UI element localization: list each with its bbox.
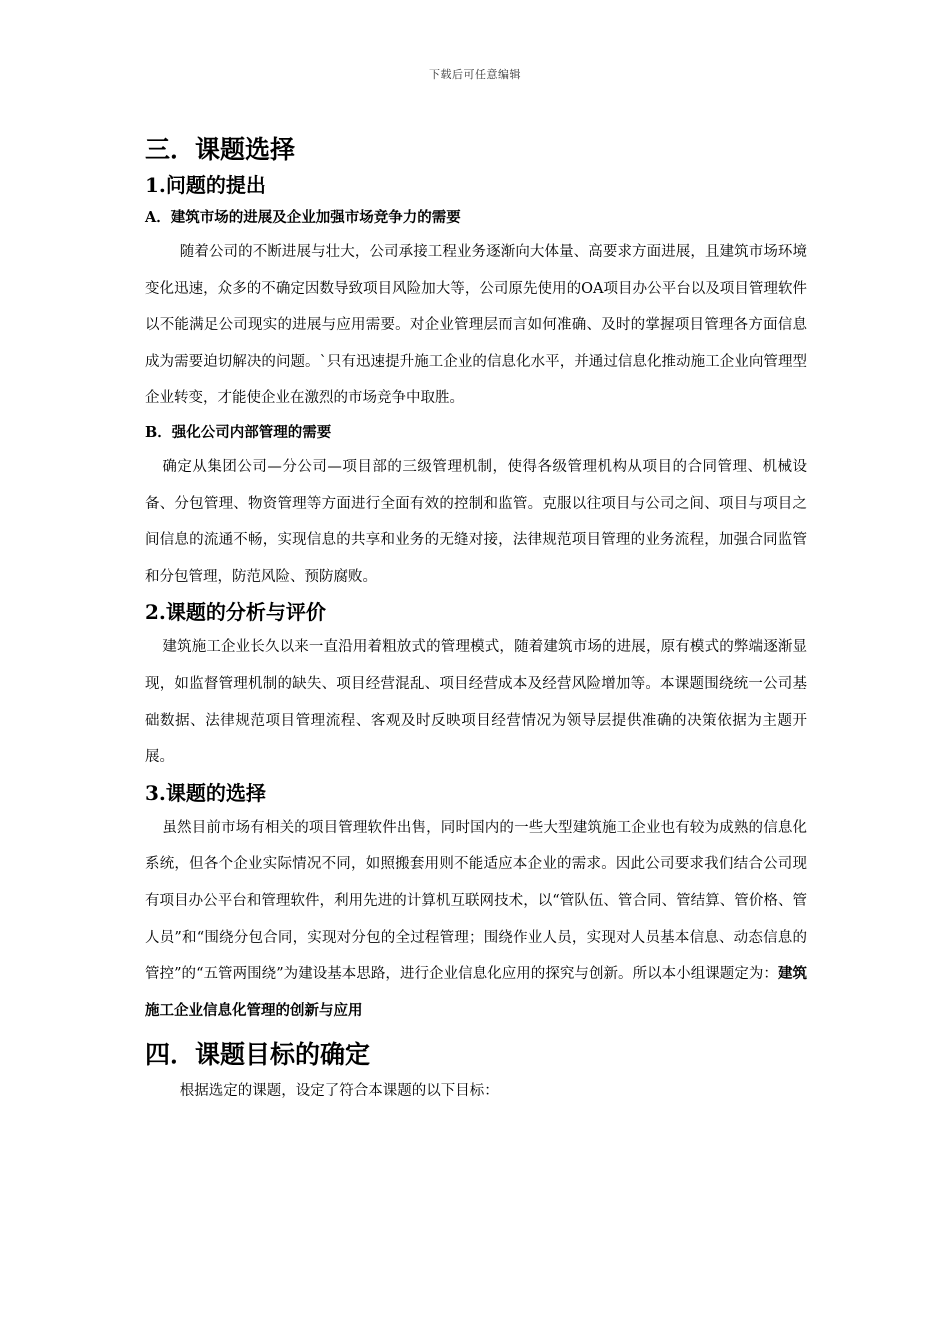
- paragraph-internal-management: 确定从集团公司—分公司—项目部的三级管理机制，使得各级管理机构从项目的合同管理、机械设备、分包管理、物资管理等方面进行全面有效的控制和监管。克服以往项目与公司之间、项目与项目之间信息的流通不畅，实现信息的共享和业务的无缝对接，法律规范项目管理的业务流程，加强合同监管和分包管理，防范风险、预防腐败。: [145, 458, 807, 585]
- selected-topic: 建筑施工企业信息化管理的创新与应用: [145, 965, 807, 1019]
- section-heading-4: 四．课题目标的确定: [145, 1040, 371, 1070]
- paragraph-market-need: 随着公司的不断进展与壮大，公司承接工程业务逐渐向大体量、高要求方面进展，且建筑市场环境变化迅速，众多的不确定因数导致项目风险加大等，公司原先使用的OA项目办公平台以及项目管理软件以不能满足公司现实的进展与应用需要。对企业管理层而言如何准确、及时的掌握项目管理各方面信息成为需要迫切解决的问题。`只有迅速提升施工企业的信息化水平，并通过信息化推动施工企业向管理型企业转变，才能使企业在激烈的市场竞争中取胜。: [145, 244, 807, 407]
- paragraph-selection: [145, 810, 807, 1030]
- subsection-heading-problem: 1.问题的提出: [145, 173, 266, 197]
- subsection-heading-analysis: 2.课题的分析与评价: [145, 600, 326, 625]
- item-heading-b: B．强化公司内部管理的需要: [145, 423, 332, 441]
- section-heading-3: 三．课题选择: [145, 135, 296, 164]
- document-body: [145, 132, 807, 1110]
- paragraph-analysis: 建筑施工企业长久以来一直沿用着粗放式的管理模式，随着建筑市场的进展，原有模式的弊端逐渐显现，如监督管理机制的缺失、项目经营混乱、项目经营成本及经营风险增加等。本课题围绕统一公司基础数据、法律规范项目管理流程、客观及时反映项目经营情况为领导层提供准确的决策依据为主题开展。: [145, 639, 807, 766]
- selection-text: 虽然目前市场有相关的项目管理软件出售，同时国内的一些大型建筑施工企业也有较为成熟的信息化系统，但各个企业实际情况不同，如照搬套用则不能适应本企业的需求。因此公司要求我们结合公司现有项目办公平台和管理软件，利用先进的计算机互联网技术，以“管队伍、管合同、管结算、管价格、管人员”和“围绕分包合同，实现对分包的全过程管理；围绕作业人员，实现对人员基本信息、动态信息的管控”的“五管两围绕”为建设基本思路，进行企业信息化应用的探究与创新。所以本小组课题定为：: [145, 819, 807, 983]
- paragraph-goals-intro: 根据选定的课题，设定了符合本课题的以下目标：: [179, 1083, 499, 1100]
- page-header-note: 下载后可任意编辑: [429, 68, 521, 81]
- subsection-heading-selection: 3.课题的选择: [145, 780, 266, 805]
- item-heading-a: A．建筑市场的进展及企业加强市场竞争力的需要: [145, 209, 461, 226]
